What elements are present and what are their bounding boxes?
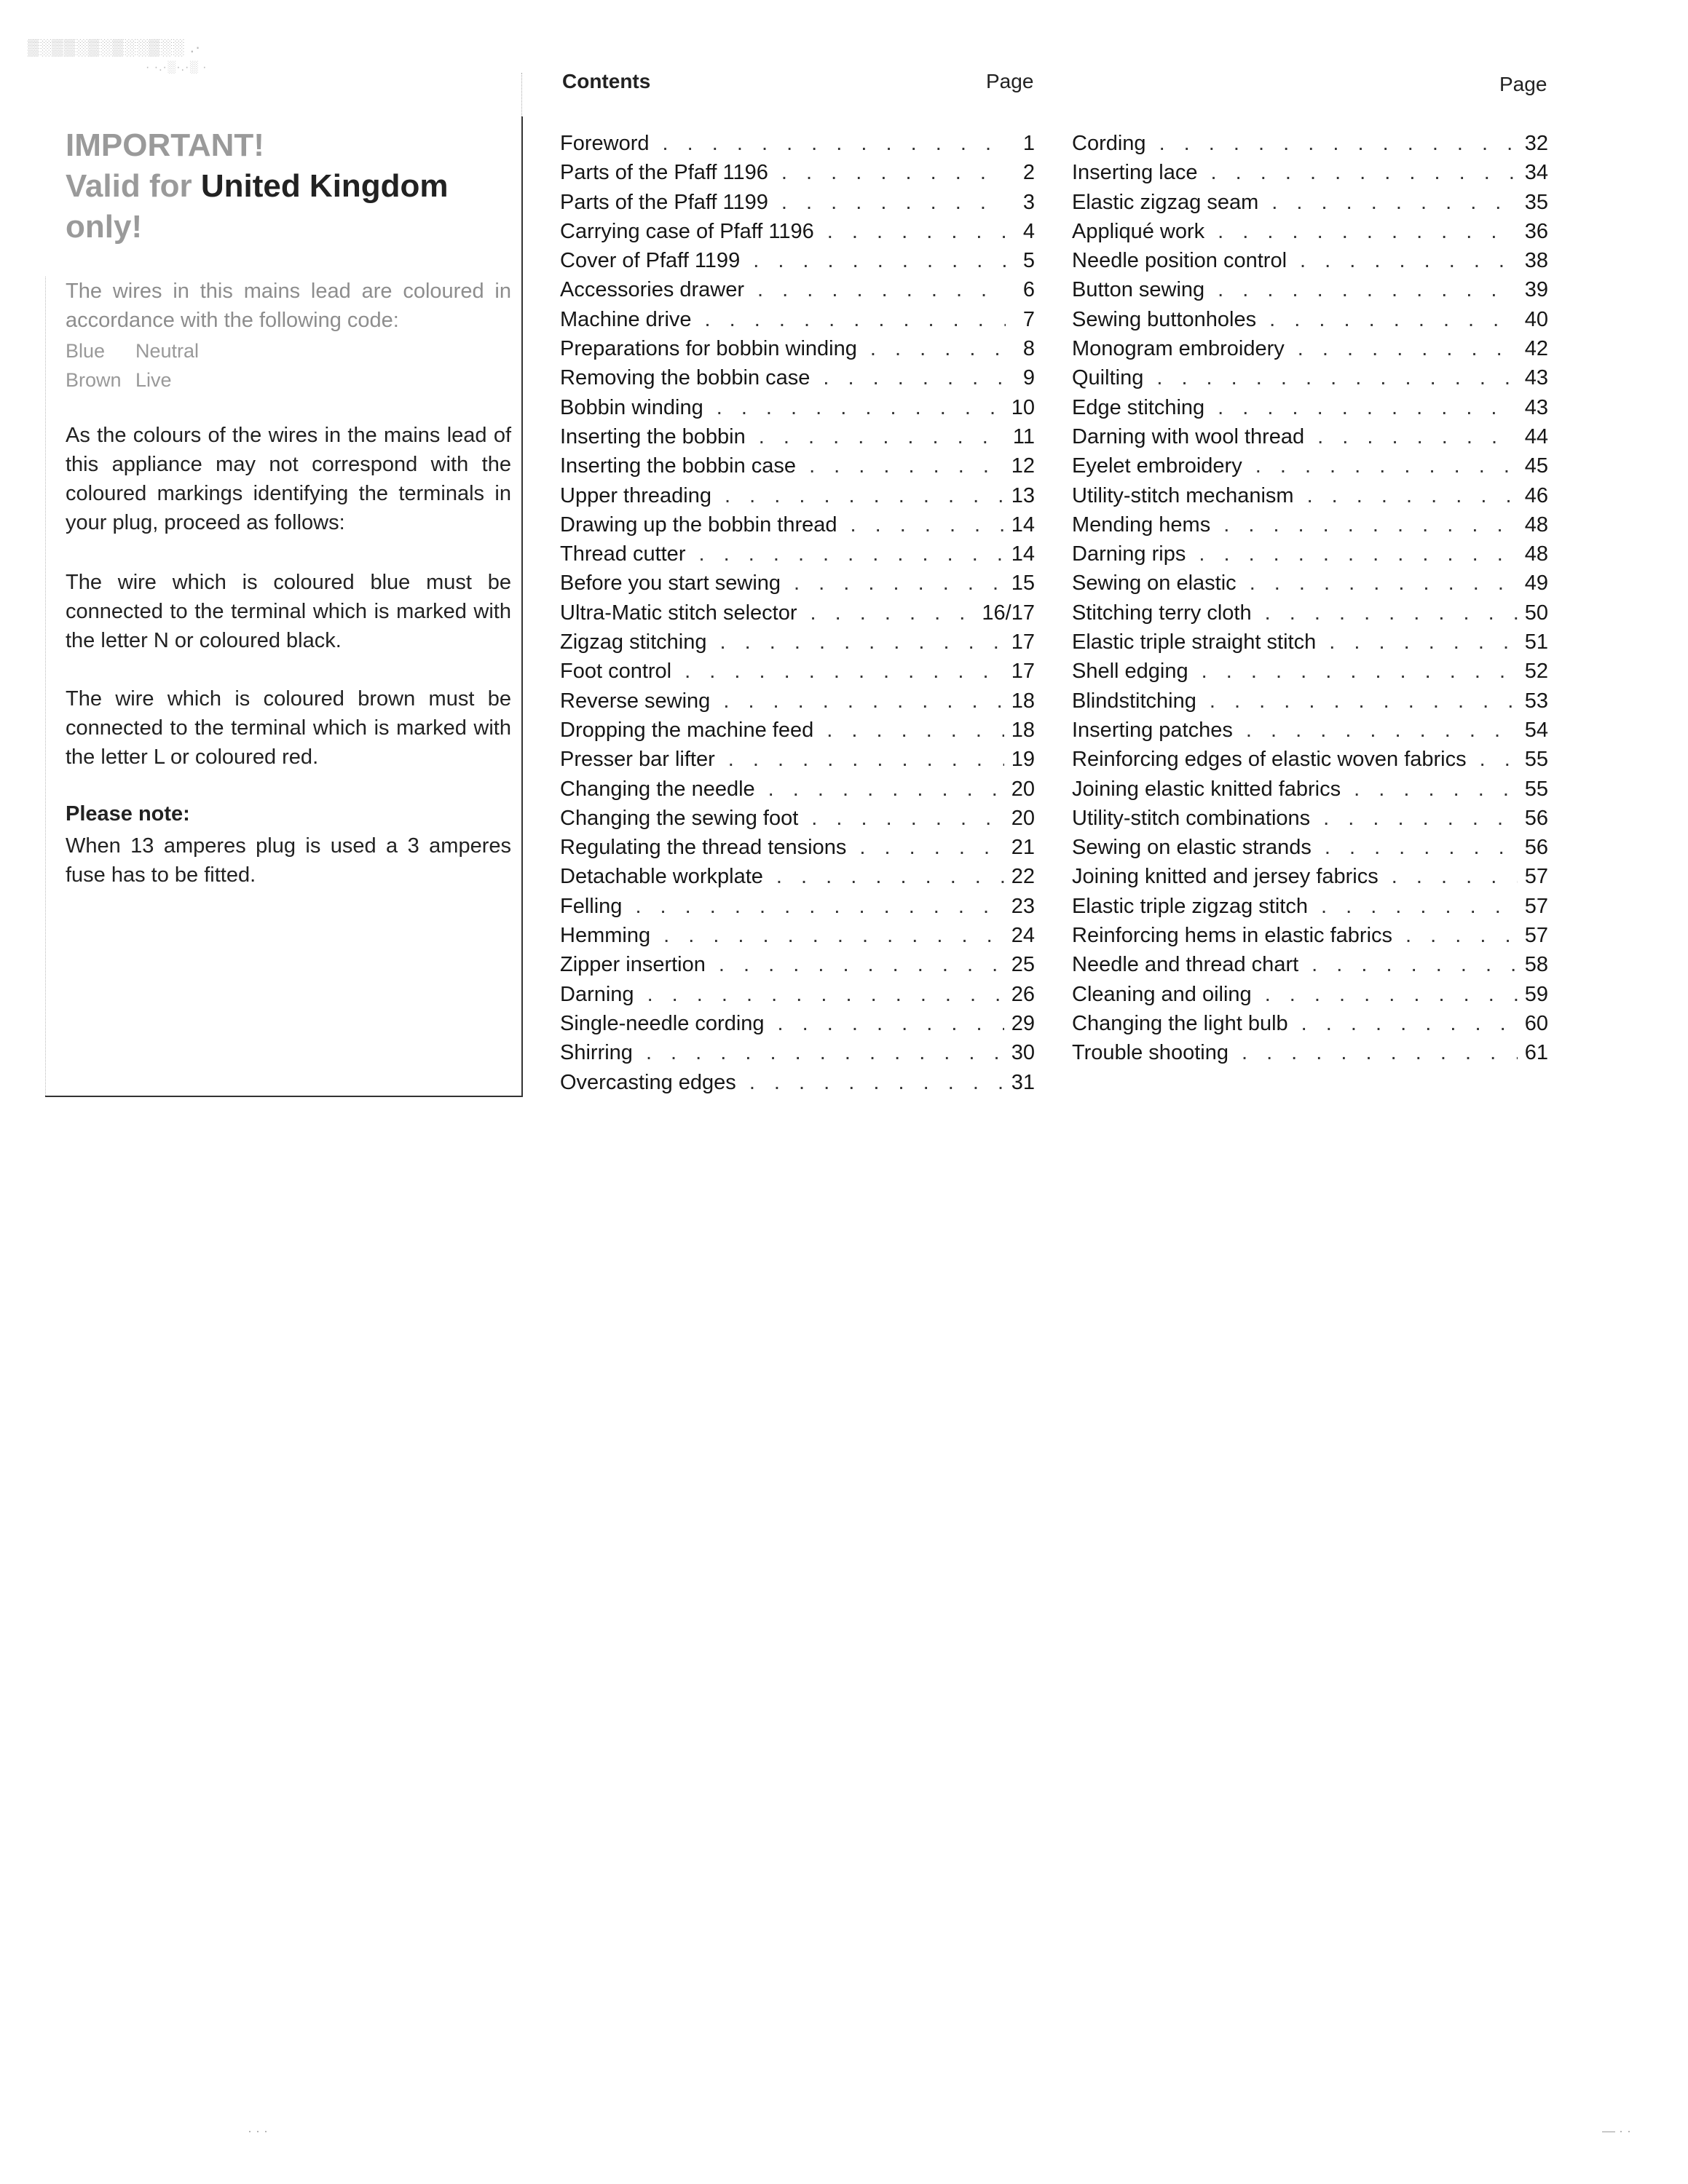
- toc-leader-dots: [870, 337, 1006, 361]
- toc-entry-page: 52: [1524, 660, 1548, 684]
- toc-entry-page: 56: [1524, 806, 1548, 830]
- please-note-text: When 13 amperes plug is used a 3 amperes fuse has to be fitted.: [66, 834, 511, 887]
- toc-entry-title: Trouble shooting: [1072, 1041, 1228, 1065]
- toc-leader-dots: [1218, 220, 1518, 244]
- toc-entry-title: Ultra-Matic stitch selector: [560, 601, 797, 625]
- heading-line-2-main: United Kingdom: [192, 168, 449, 204]
- toc-entry: [560, 513, 1035, 542]
- toc-entry-title: Blindstitching: [1072, 689, 1196, 713]
- toc-entry: [560, 220, 1035, 249]
- toc-leader-dots: [823, 366, 1006, 390]
- toc-leader-dots: [1218, 278, 1518, 302]
- toc-entry-page: 20: [1011, 806, 1035, 830]
- toc-entry: [560, 836, 1035, 865]
- toc-entry: [560, 308, 1035, 337]
- toc-entry-title: Reinforcing edges of elastic woven fabrics: [1072, 748, 1467, 772]
- toc-entry: [1072, 1012, 1548, 1041]
- toc-leader-dots: [1271, 191, 1517, 215]
- toc-entry: [1072, 132, 1548, 161]
- toc-entry-page: 58: [1524, 953, 1548, 977]
- toc-entry-title: Inserting lace: [1072, 161, 1198, 185]
- toc-entry-title: Needle and thread chart: [1072, 953, 1299, 977]
- toc-entry-title: Changing the sewing foot: [560, 806, 799, 830]
- toc-entry: [560, 601, 1035, 630]
- toc-entry-title: Preparations for bobbin winding: [560, 337, 857, 361]
- toc-entry-title: Edge stitching: [1072, 395, 1205, 419]
- wire-code-blue-label: Blue: [66, 340, 106, 362]
- toc-entry-page: 38: [1524, 249, 1548, 273]
- toc-entry-page: 40: [1524, 307, 1548, 331]
- please-note-title: Please note:: [66, 802, 190, 826]
- toc-entry: [560, 366, 1035, 395]
- toc-entry: [560, 630, 1035, 660]
- toc-entry: [560, 1041, 1035, 1070]
- toc-entry-title: Reverse sewing: [560, 689, 711, 713]
- toc-entry-title: Elastic triple zigzag stitch: [1072, 894, 1308, 918]
- toc-leader-dots: [1325, 836, 1518, 860]
- toc-entry: [1072, 953, 1548, 982]
- toc-entry: [560, 748, 1035, 777]
- toc-entry: [1072, 778, 1548, 807]
- toc-entry-page: 8: [1022, 337, 1035, 361]
- toc-leader-dots: [685, 660, 1004, 684]
- toc-entry-page: 11: [1012, 424, 1035, 448]
- important-heading: [66, 125, 517, 248]
- toc-entry-page: 39: [1524, 278, 1548, 302]
- toc-entry: [1072, 836, 1548, 865]
- toc-entry: [560, 454, 1035, 483]
- toc-entry: [560, 396, 1035, 425]
- toc-leader-dots: [827, 220, 1006, 244]
- toc-entry-page: 55: [1524, 777, 1548, 801]
- toc-entry: [1072, 161, 1548, 190]
- wire-code-brown-value: Live: [135, 369, 172, 391]
- toc-entry-title: Hemming: [560, 924, 651, 948]
- toc-entry-page: 43: [1524, 395, 1548, 419]
- toc-entry-page: 36: [1524, 219, 1548, 243]
- toc-entry-page: 13: [1011, 483, 1035, 507]
- toc-entry-page: 30: [1011, 1041, 1035, 1065]
- toc-leader-dots: [1156, 366, 1517, 390]
- toc-leader-dots: [850, 513, 1003, 537]
- blue-wire-paragraph: The wire which is coloured blue must be connected to the terminal which is marked with the letter N or coloured black.: [66, 571, 511, 652]
- toc-entry-page: 12: [1011, 454, 1035, 478]
- toc-entry-title: Upper threading: [560, 483, 711, 507]
- toc-entry: [1072, 366, 1548, 395]
- toc-entry-page: 29: [1011, 1011, 1035, 1035]
- toc-leader-dots: [1480, 748, 1518, 772]
- toc-entry-page: 14: [1011, 542, 1035, 566]
- toc-entry-page: 42: [1524, 337, 1548, 361]
- toc-entry: [1072, 630, 1548, 660]
- toc-entry-page: 26: [1011, 982, 1035, 1006]
- toc-entry-page: 44: [1524, 424, 1548, 448]
- toc-leader-dots: [811, 601, 975, 625]
- toc-entry-title: Foot control: [560, 660, 672, 684]
- toc-leader-dots: [1323, 807, 1518, 831]
- toc-entry-title: Inserting patches: [1072, 718, 1233, 742]
- toc-entry: [1072, 807, 1548, 836]
- toc-entry-page: 43: [1524, 366, 1548, 390]
- toc-leader-dots: [1159, 132, 1518, 156]
- toc-entry-title: Removing the bobbin case: [560, 366, 811, 390]
- toc-entry: [1072, 278, 1548, 307]
- toc-entry-title: Sewing buttonholes: [1072, 307, 1257, 331]
- panel-divider-top: [521, 73, 522, 116]
- toc-entry: [1072, 337, 1548, 366]
- toc-entry-page: 31: [1011, 1070, 1035, 1094]
- toc-entry-title: Shirring: [560, 1041, 633, 1065]
- toc-entry-title: Quilting: [1072, 366, 1144, 390]
- toc-entry-page: 48: [1524, 513, 1548, 537]
- toc-leader-dots: [720, 630, 1004, 654]
- toc-entry-page: 10: [1011, 395, 1035, 419]
- toc-leader-dots: [1246, 719, 1518, 743]
- wire-colours-paragraph: As the colours of the wires in the mains lead of this appliance may not correspond with the coloured markings identifying the terminals in your plug, proceed as follows:: [66, 424, 511, 534]
- toc-entry: [560, 278, 1035, 307]
- toc-entry-title: Sewing on elastic: [1072, 571, 1237, 596]
- toc-leader-dots: [827, 719, 1004, 743]
- toc-entry: [560, 778, 1035, 807]
- toc-entry: [1072, 924, 1548, 953]
- toc-leader-dots: [1265, 601, 1518, 625]
- toc-entry-title: Button sewing: [1072, 278, 1205, 302]
- toc-entry: [1072, 865, 1548, 894]
- toc-entry-page: 16/17: [982, 601, 1035, 625]
- toc-entry-page: 21: [1011, 836, 1035, 860]
- toc-entry: [1072, 1041, 1548, 1070]
- toc-leader-dots: [1307, 484, 1518, 508]
- toc-leader-dots: [1265, 983, 1518, 1007]
- toc-entry: [1072, 484, 1548, 513]
- toc-entry-title: Parts of the Pfaff 1196: [560, 161, 768, 185]
- toc-leader-dots: [1312, 953, 1518, 977]
- toc-entry: [560, 161, 1035, 190]
- toc-leader-dots: [1223, 513, 1518, 537]
- heading-line-3: only!: [66, 209, 143, 245]
- toc-entry-page: 57: [1524, 924, 1548, 948]
- toc-entry-page: 9: [1022, 366, 1035, 390]
- toc-entry-page: 1: [1022, 132, 1035, 155]
- toc-entry-page: 45: [1524, 454, 1548, 478]
- panel-left-edge: [45, 277, 46, 1096]
- toc-entry-title: Utility-stitch combinations: [1072, 806, 1311, 830]
- toc-entry: [1072, 601, 1548, 630]
- toc-entry-title: Thread cutter: [560, 542, 686, 566]
- toc-entry: [560, 660, 1035, 689]
- scan-mark-bottom-left: · · ·: [248, 2124, 268, 2138]
- toc-leader-dots: [663, 132, 1006, 156]
- toc-entry-page: 18: [1011, 718, 1035, 742]
- toc-entry-title: Cording: [1072, 132, 1146, 155]
- toc-column-2: [1072, 132, 1548, 1071]
- toc-entry-title: Inserting the bobbin case: [560, 454, 797, 478]
- toc-entry-title: Parts of the Pfaff 1199: [560, 190, 768, 214]
- toc-entry-title: Elastic triple straight stitch: [1072, 630, 1317, 654]
- toc-entry: [1072, 308, 1548, 337]
- toc-entry-title: Drawing up the bobbin thread: [560, 513, 837, 537]
- toc-entry: [1072, 191, 1548, 220]
- toc-entry-page: 22: [1011, 865, 1035, 889]
- toc-leader-dots: [705, 308, 1006, 332]
- toc-entry-page: 48: [1524, 542, 1548, 566]
- toc-entry-page: 34: [1524, 161, 1548, 185]
- toc-entry: [560, 337, 1035, 366]
- toc-leader-dots: [1301, 1012, 1518, 1036]
- toc-leader-dots: [1321, 895, 1518, 919]
- toc-entry-title: Darning with wool thread: [1072, 424, 1305, 448]
- toc-entry-page: 25: [1011, 953, 1035, 977]
- toc-leader-dots: [728, 748, 1004, 772]
- toc-leader-dots: [719, 953, 1004, 977]
- toc-entry: [1072, 983, 1548, 1012]
- toc-leader-dots: [1317, 425, 1518, 449]
- toc-entry: [560, 719, 1035, 748]
- toc-entry-page: 59: [1524, 982, 1548, 1006]
- scan-noise-top-left: ▒░▒▒░▒░▒░░▒░░ .·: [28, 38, 202, 56]
- toc-entry-page: 57: [1524, 865, 1548, 889]
- toc-entry-title: Accessories drawer: [560, 278, 745, 302]
- toc-entry-title: Stitching terry cloth: [1072, 601, 1252, 625]
- toc-entry: [1072, 895, 1548, 924]
- toc-entry: [1072, 220, 1548, 249]
- toc-entry-title: Joining knitted and jersey fabrics: [1072, 865, 1379, 889]
- toc-entry-page: 61: [1524, 1041, 1548, 1065]
- toc-entry: [560, 571, 1035, 601]
- toc-entry-page: 50: [1524, 601, 1548, 625]
- toc-entry: [560, 1071, 1035, 1100]
- toc-entry-title: Eyelet embroidery: [1072, 454, 1242, 478]
- toc-leader-dots: [1211, 161, 1518, 185]
- toc-entry: [1072, 454, 1548, 483]
- toc-entry-page: 20: [1011, 777, 1035, 801]
- toc-entry-title: Carrying case of Pfaff 1196: [560, 219, 814, 243]
- toc-entry-page: 56: [1524, 836, 1548, 860]
- wire-code-brown: [66, 365, 199, 395]
- toc-leader-dots: [809, 454, 1004, 478]
- toc-entry: [1072, 719, 1548, 748]
- toc-entry-page: 3: [1022, 190, 1035, 214]
- toc-entry-page: 53: [1524, 689, 1548, 713]
- toc-entry-page: 4: [1022, 219, 1035, 243]
- toc-entry-title: Joining elastic knitted fabrics: [1072, 777, 1341, 801]
- toc-entry-page: 7: [1022, 307, 1035, 331]
- toc-entry-title: Darning rips: [1072, 542, 1186, 566]
- toc-column-1: [560, 132, 1035, 1100]
- toc-leader-dots: [1329, 630, 1518, 654]
- toc-entry: [560, 191, 1035, 220]
- toc-leader-dots: [1298, 337, 1518, 361]
- toc-entry: [560, 1012, 1035, 1041]
- toc-entry-title: Foreword: [560, 132, 650, 155]
- toc-entry-title: Changing the needle: [560, 777, 755, 801]
- toc-leader-dots: [646, 1041, 1004, 1065]
- toc-leader-dots: [723, 689, 1003, 713]
- toc-entry-page: 32: [1524, 132, 1548, 155]
- toc-entry-title: Zipper insertion: [560, 953, 706, 977]
- toc-entry-page: 24: [1011, 924, 1035, 948]
- toc-entry: [1072, 425, 1548, 454]
- toc-entry: [1072, 249, 1548, 278]
- toc-entry-title: Presser bar lifter: [560, 748, 715, 772]
- toc-entry: [1072, 542, 1548, 571]
- toc-entry-title: Elastic zigzag seam: [1072, 190, 1259, 214]
- toc-entry: [560, 895, 1035, 924]
- toc-entry-title: Zigzag stitching: [560, 630, 707, 654]
- toc-leader-dots: [778, 1012, 1004, 1036]
- toc-entry-page: 60: [1524, 1011, 1548, 1035]
- toc-leader-dots: [647, 983, 1004, 1007]
- toc-entry: [560, 807, 1035, 836]
- toc-leader-dots: [1405, 924, 1518, 948]
- toc-entry-title: Single-needle cording: [560, 1011, 765, 1035]
- toc-entry-page: 18: [1011, 689, 1035, 713]
- toc-entry-page: 54: [1524, 718, 1548, 742]
- toc-entry-page: 35: [1524, 190, 1548, 214]
- toc-entry-title: Changing the light bulb: [1072, 1011, 1288, 1035]
- wire-code-blue: [66, 336, 199, 365]
- toc-leader-dots: [757, 278, 1006, 302]
- toc-entry: [560, 132, 1035, 161]
- toc-entry-title: Reinforcing hems in elastic fabrics: [1072, 924, 1393, 948]
- toc-entry-title: Overcasting edges: [560, 1070, 736, 1094]
- toc-entry-title: Before you start sewing: [560, 571, 781, 596]
- page-heading-column-2: Page: [1499, 73, 1547, 95]
- toc-entry: [560, 983, 1035, 1012]
- toc-entry: [1072, 660, 1548, 689]
- toc-entry-title: Monogram embroidery: [1072, 337, 1285, 361]
- toc-leader-dots: [794, 571, 1004, 596]
- toc-entry-title: Darning: [560, 982, 634, 1006]
- toc-entry-title: Detachable workplate: [560, 865, 763, 889]
- toc-entry-page: 23: [1011, 894, 1035, 918]
- toc-entry-page: 14: [1011, 513, 1035, 537]
- toc-leader-dots: [1392, 865, 1518, 889]
- toc-entry-title: Dropping the machine feed: [560, 718, 814, 742]
- toc-leader-dots: [768, 778, 1004, 802]
- toc-entry-page: 51: [1524, 630, 1548, 654]
- toc-entry-page: 15: [1011, 571, 1035, 596]
- toc-entry-page: 55: [1524, 748, 1548, 772]
- toc-entry-page: 17: [1011, 660, 1035, 684]
- toc-entry-page: 49: [1524, 571, 1548, 596]
- heading-line-1: IMPORTANT!: [66, 127, 264, 163]
- toc-entry-title: Bobbin winding: [560, 395, 703, 419]
- wire-code-brown-label: Brown: [66, 369, 122, 391]
- toc-leader-dots: [1300, 249, 1518, 273]
- toc-entry-title: Mending hems: [1072, 513, 1211, 537]
- toc-entry: [560, 425, 1035, 454]
- toc-entry: [1072, 689, 1548, 719]
- toc-leader-dots: [1250, 571, 1518, 596]
- toc-entry-page: 46: [1524, 483, 1548, 507]
- toc-entry-page: 19: [1011, 748, 1035, 772]
- toc-leader-dots: [725, 484, 1004, 508]
- toc-entry-title: Utility-stitch mechanism: [1072, 483, 1294, 507]
- toc-entry: [560, 924, 1035, 953]
- heading-line-2: [66, 166, 517, 207]
- toc-leader-dots: [776, 865, 1004, 889]
- heading-line-2-prefix: Valid for: [66, 168, 192, 204]
- scan-mark-bottom-right: — · ·: [1602, 2124, 1631, 2138]
- toc-entry: [1072, 396, 1548, 425]
- wire-code-table: [66, 336, 199, 395]
- toc-leader-dots: [1218, 396, 1518, 420]
- toc-leader-dots: [1199, 542, 1517, 566]
- toc-leader-dots: [663, 924, 1004, 948]
- toc-leader-dots: [635, 895, 1003, 919]
- toc-leader-dots: [1255, 454, 1518, 478]
- toc-entry-title: Sewing on elastic strands: [1072, 836, 1312, 860]
- toc-entry-title: Appliqué work: [1072, 219, 1205, 243]
- toc-entry: [560, 249, 1035, 278]
- toc-leader-dots: [759, 425, 1006, 449]
- brown-wire-paragraph: The wire which is coloured brown must be connected to the terminal which is marked with the letter L or coloured red.: [66, 687, 511, 769]
- toc-leader-dots: [781, 191, 1006, 215]
- toc-entry-title: Cover of Pfaff 1199: [560, 249, 741, 273]
- toc-leader-dots: [753, 249, 1006, 273]
- toc-entry-page: 5: [1022, 249, 1035, 273]
- toc-entry: [1072, 571, 1548, 601]
- toc-entry-title: Needle position control: [1072, 249, 1287, 273]
- toc-entry-title: Shell edging: [1072, 660, 1188, 684]
- toc-leader-dots: [811, 807, 1003, 831]
- contents-heading: Contents: [562, 70, 651, 92]
- toc-leader-dots: [859, 836, 1003, 860]
- toc-entry-title: Inserting the bobbin: [560, 424, 746, 448]
- toc-leader-dots: [1210, 689, 1518, 713]
- wire-intro-text: The wires in this mains lead are coloured in accordance with the following code:: [66, 280, 511, 332]
- scan-noise-top-left-2: · ·.·░·.·░ ·: [146, 61, 208, 74]
- toc-entry-title: Regulating the thread tensions: [560, 836, 847, 860]
- toc-entry: [560, 542, 1035, 571]
- toc-entry: [1072, 513, 1548, 542]
- toc-entry-title: Felling: [560, 894, 623, 918]
- toc-entry-title: Machine drive: [560, 307, 692, 331]
- toc-entry: [1072, 748, 1548, 777]
- toc-entry: [560, 689, 1035, 719]
- toc-leader-dots: [1202, 660, 1518, 684]
- toc-entry: [560, 953, 1035, 982]
- toc-entry-page: 57: [1524, 894, 1548, 918]
- toc-entry: [560, 484, 1035, 513]
- toc-leader-dots: [1354, 778, 1518, 802]
- toc-leader-dots: [781, 161, 1006, 185]
- toc-entry-title: Cleaning and oiling: [1072, 982, 1252, 1006]
- toc-entry-page: 6: [1022, 278, 1035, 302]
- toc-leader-dots: [1242, 1041, 1518, 1065]
- toc-leader-dots: [698, 542, 1003, 566]
- wire-code-blue-value: Neutral: [135, 340, 200, 362]
- toc-leader-dots: [717, 396, 1004, 420]
- page-heading-column-1: Page: [986, 70, 1034, 92]
- toc-entry-page: 2: [1022, 161, 1035, 185]
- toc-entry-page: 17: [1011, 630, 1035, 654]
- toc-leader-dots: [749, 1071, 1004, 1095]
- toc-entry: [560, 865, 1035, 894]
- toc-leader-dots: [1269, 308, 1518, 332]
